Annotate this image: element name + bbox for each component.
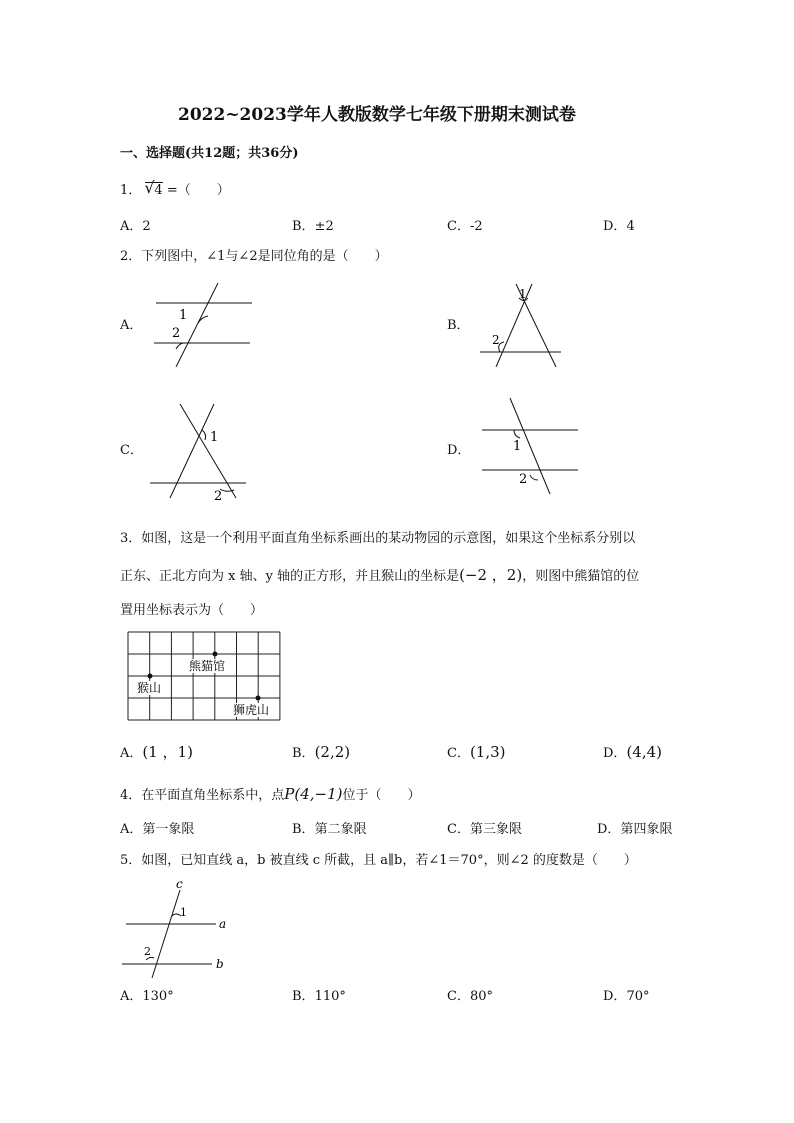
q3-option-a[interactable] bbox=[120, 743, 193, 763]
option-text: (2,2) bbox=[314, 743, 351, 761]
sqrt-icon: √ 4 bbox=[144, 178, 163, 198]
angle-1-label: 1 bbox=[519, 287, 527, 301]
option-letter: B． bbox=[292, 219, 315, 234]
monkey-label: 猴山 bbox=[137, 681, 162, 695]
q2-stem: 2．下列图中，∠1与∠2是同位角的是（ ） bbox=[120, 249, 388, 264]
option-text: (1,3) bbox=[469, 743, 506, 761]
option-letter: D． bbox=[597, 822, 621, 837]
q2-option-c-label[interactable]: C． bbox=[120, 443, 143, 458]
line-c-label: c bbox=[176, 877, 183, 891]
option-text: 第一象限 bbox=[142, 822, 195, 837]
panda-point bbox=[213, 652, 218, 657]
option-letter: A． bbox=[120, 219, 143, 234]
q4-option-d[interactable] bbox=[597, 821, 672, 839]
option-letter: C． bbox=[447, 219, 470, 234]
angle-1-label: 1 bbox=[210, 430, 219, 445]
q2-figure-c bbox=[146, 400, 256, 504]
q4-option-a[interactable] bbox=[120, 821, 194, 839]
q3-text: ，则图中熊猫馆的位 bbox=[522, 569, 640, 584]
zoo-map-grid bbox=[128, 632, 283, 722]
option-letter: B． bbox=[292, 989, 315, 1004]
q1-stem bbox=[120, 178, 230, 200]
q2-figure-b bbox=[476, 282, 576, 372]
angle-1-label: 1 bbox=[513, 439, 522, 454]
angle-2-label: 2 bbox=[144, 945, 151, 958]
q2-option-d-label[interactable]: D． bbox=[447, 443, 471, 458]
q3-option-b[interactable] bbox=[292, 743, 350, 763]
q1-number: 1． bbox=[120, 183, 142, 198]
option-text: 第四象限 bbox=[620, 822, 673, 837]
option-text: (1 ，1) bbox=[142, 743, 193, 761]
angle-2-label: 2 bbox=[214, 489, 223, 504]
option-text: 第二象限 bbox=[314, 822, 367, 837]
option-letter: C． bbox=[447, 822, 470, 837]
q4-stem bbox=[120, 785, 421, 805]
option-text: 2 bbox=[142, 219, 151, 234]
page-title: 2022~2023学年人教版数学七年级下册期末测试卷 bbox=[178, 105, 576, 125]
q2-option-a-label[interactable]: A． bbox=[120, 318, 143, 333]
section-heading: 一、选择题(共12题；共36分) bbox=[120, 146, 299, 161]
option-text: -2 bbox=[469, 219, 483, 234]
q3-stem-line1: 3．如图，这是一个利用平面直角坐标系画出的某动物园的示意图，如果这个坐标系分别以 bbox=[120, 531, 636, 546]
option-letter: B． bbox=[292, 822, 315, 837]
option-letter: D． bbox=[603, 219, 627, 234]
option-text: 第三象限 bbox=[469, 822, 522, 837]
q5-option-c[interactable] bbox=[447, 988, 493, 1006]
q4-text: 位于（ ） bbox=[342, 788, 421, 803]
option-text: (4,4) bbox=[626, 743, 662, 761]
q5-option-a[interactable] bbox=[120, 988, 174, 1006]
q3-stem-line2 bbox=[120, 566, 639, 586]
q2-figure-a bbox=[150, 282, 270, 372]
angle-1-label: 1 bbox=[179, 308, 188, 323]
q5-option-b[interactable] bbox=[292, 988, 346, 1006]
q1-option-c[interactable] bbox=[447, 218, 483, 236]
q3-option-d[interactable] bbox=[603, 743, 662, 763]
q3-option-c[interactable] bbox=[447, 743, 506, 763]
q1-option-d[interactable] bbox=[603, 218, 635, 236]
option-letter: A． bbox=[120, 746, 143, 761]
angle-1-label: 1 bbox=[180, 906, 187, 919]
point-p: P(4,−1) bbox=[284, 785, 343, 803]
option-letter: C． bbox=[447, 989, 470, 1004]
option-letter: A． bbox=[120, 822, 143, 837]
q5-option-d[interactable] bbox=[603, 988, 649, 1006]
option-text: 110° bbox=[314, 989, 346, 1004]
option-text: 130° bbox=[142, 989, 174, 1004]
line-b-label: b bbox=[216, 957, 224, 971]
q5-figure bbox=[120, 876, 240, 976]
panda-label: 熊猫馆 bbox=[189, 659, 226, 673]
option-letter: C． bbox=[447, 746, 470, 761]
q1-option-b[interactable] bbox=[292, 218, 334, 236]
option-letter: D． bbox=[603, 746, 627, 761]
q1-sqrt-arg: 4 bbox=[154, 183, 163, 198]
angle-2-label: 2 bbox=[492, 333, 500, 347]
tiger-point bbox=[256, 696, 261, 701]
angle-2-label: 2 bbox=[519, 472, 528, 487]
monkey-point bbox=[148, 674, 153, 679]
option-text: 80° bbox=[469, 989, 493, 1004]
angle-2-label: 2 bbox=[172, 326, 181, 341]
q4-option-c[interactable] bbox=[447, 821, 522, 839]
monkey-coordinate: (−2 ，2) bbox=[459, 566, 523, 584]
q5-stem: 5．如图，已知直线 a，b 被直线 c 所截，且 a∥b，若∠1＝70°，则∠2 的度数是（ ） bbox=[120, 853, 637, 868]
option-letter: A． bbox=[120, 989, 143, 1004]
tiger-label: 狮虎山 bbox=[233, 703, 270, 717]
q1-tail: =（ ） bbox=[166, 183, 230, 198]
q2-option-b-label[interactable]: B． bbox=[447, 318, 470, 333]
option-text: ±2 bbox=[314, 219, 334, 234]
option-letter: B． bbox=[292, 746, 315, 761]
q4-text: 4．在平面直角坐标系中，点 bbox=[120, 788, 285, 803]
option-text: 70° bbox=[626, 989, 650, 1004]
q3-text: 正东、正北方向为 x 轴、y 轴的正方形，并且猴山的坐标是 bbox=[120, 569, 460, 584]
q4-option-b[interactable] bbox=[292, 821, 367, 839]
q2-figure-d bbox=[476, 396, 586, 496]
option-letter: D． bbox=[603, 989, 627, 1004]
q1-option-a[interactable] bbox=[120, 218, 151, 236]
option-text: 4 bbox=[626, 219, 635, 234]
line-a-label: a bbox=[219, 917, 227, 931]
q3-stem-line3: 置用坐标表示为（ ） bbox=[120, 603, 264, 618]
